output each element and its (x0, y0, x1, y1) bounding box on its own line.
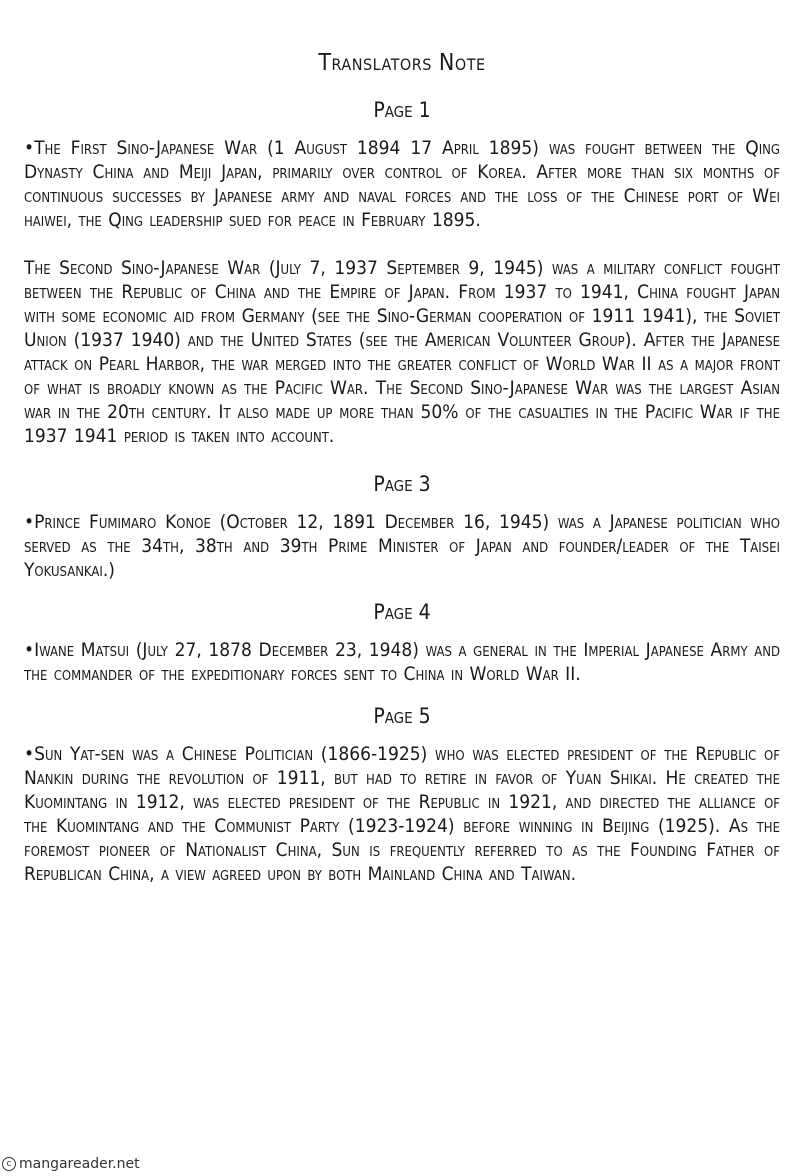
section-page-5 (24, 704, 780, 886)
section-page-1 (24, 98, 780, 448)
section-heading: Page 4 (373, 600, 431, 624)
section-page-3 (24, 472, 780, 582)
page-title: Translators Note (318, 50, 486, 76)
section-paragraph: The Second Sino-Japanese War (July 7, 1937 September 9, 1945) was a military conflict fought between the Republic of China and the Empire of Japan. From 1937 to 1941, China fought Japan with some economic aid from Germany (see the Sino-German cooperation of 1911 1941), the Soviet Union (1937 1940) and the United States (see the American Volunteer Group). After the Japanese attack on Pearl Harbor, the war merged into the greater conflict of World War II as a major front of what is broadly known as the Pacific War. The Second Sino-Japanese War was the largest Asian war in the 20th century. It also made up more than 50% of the casualties in the Pacific War if the 1937 1941 period is taken into account. (24, 257, 780, 447)
watermark-text: mangareader.net (19, 1156, 140, 1172)
site-watermark (2, 1156, 140, 1172)
section-paragraph: •Sun Yat-sen was a Chinese Politician (1866-1925) who was elected president of the Republic of Nankin during the revolution of 1911, but had to retire in favor of Yuan Shikai. He created the Kuomintang in 1912, was elected president of the Republic in 1921, and directed the alliance of the Kuomintang and the Communist Party (1923-1924) before winning in Beijing (1925). As the foremost pioneer of Nationalist China, Sun is frequently referred to as the Founding Father of Republican China, a view agreed upon by both Mainland China and Taiwan. (24, 743, 780, 885)
section-heading: Page 5 (373, 704, 431, 728)
section-heading: Page 1 (373, 98, 431, 122)
section-page-4 (24, 600, 780, 686)
section-paragraph: •The First Sino-Japanese War (1 August 1894 17 April 1895) was fought between the Qing Dynasty China and Meiji Japan, primarily over control of Korea. After more than six months of continuous successes by Japanese army and naval forces and the loss of the Chinese port of Wei haiwei, the Qing leadership sued for peace in February 1895. (24, 137, 780, 231)
section-paragraph: •Iwane Matsui (July 27, 1878 December 23, 1948) was a general in the Imperial Japanese Army and the commander of the expeditionary forces sent to China in World War II. (24, 639, 780, 685)
copyright-icon: c (2, 1157, 16, 1171)
section-heading: Page 3 (373, 472, 431, 496)
section-paragraph: •Prince Fumimaro Konoe (October 12, 1891 December 16, 1945) was a Japanese politician who served as the 34th, 38th and 39th Prime Minister of Japan and founder/leader of the Taisei Yokusankai.) (24, 511, 780, 581)
